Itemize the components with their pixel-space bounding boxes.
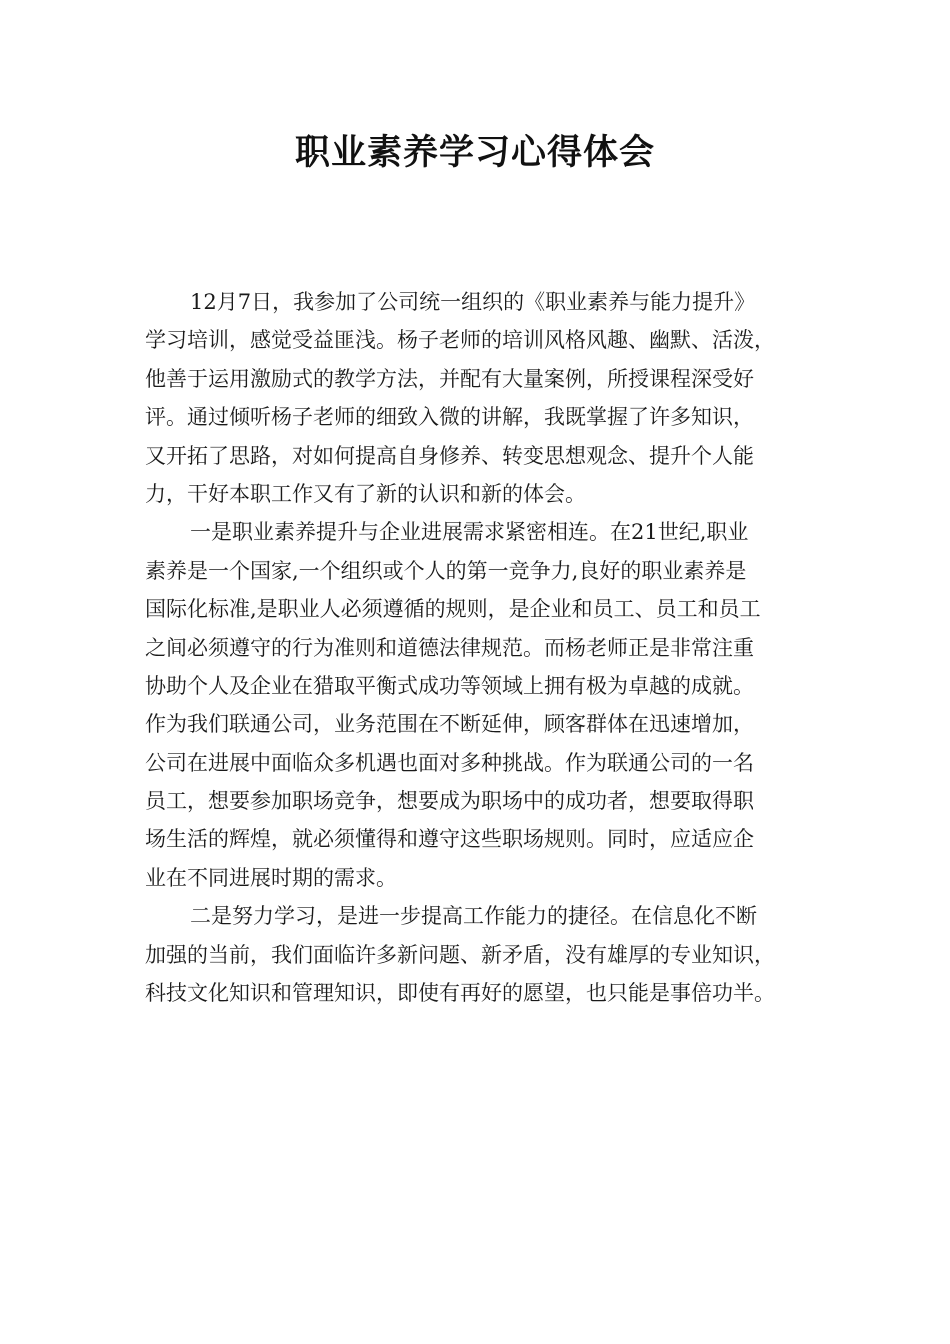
paragraph-2-line-8: 员工，想要参加职场竞争，想要成为职场中的成功者，想要取得职 <box>145 789 754 814</box>
paragraph-3-line-1: 二是努力学习，是进一步提高工作能力的捷径。在信息化不断 <box>190 904 757 929</box>
paragraph-2-line-2: 素养是一个国家,一个组织或个人的第一竞争力,良好的职业素养是 <box>145 558 747 583</box>
paragraph-2-line-6: 作为我们联通公司，业务范围在不断延伸，顾客群体在迅速增加， <box>145 712 754 737</box>
paragraph-1-line-4: 评。通过倾听杨子老师的细致入微的讲解，我既掌握了许多知识， <box>145 405 754 430</box>
paragraph-2-line-7: 公司在进展中面临众多机遇也面对多种挑战。作为联通公司的一名 <box>145 750 754 775</box>
paragraph-3-line-2: 加强的当前，我们面临许多新问题、新矛盾，没有雄厚的专业知识， <box>145 942 775 967</box>
paragraph-1-line-2: 学习培训，感觉受益匪浅。杨子老师的培训风格风趣、幽默、活泼， <box>145 328 775 353</box>
paragraph-1-line-6: 力，干好本职工作又有了新的认识和新的体会。 <box>145 481 586 506</box>
paragraph-1-line-1: 12月7日，我参加了公司统一组织的《职业素养与能力提升》 <box>190 290 756 314</box>
paragraph-2-line-4: 之间必须遵守的行为准则和道德法律规范。而杨老师正是非常注重 <box>145 635 754 660</box>
document-title: 职业素养学习心得体会 <box>294 133 655 173</box>
paragraph-1-line-5: 又开拓了思路，对如何提高自身修养、转变思想观念、提升个人能 <box>145 443 754 468</box>
paragraph-2-line-9: 场生活的辉煌，就必须懂得和遵守这些职场规则。同时，应适应企 <box>145 827 754 852</box>
paragraph-2-line-10: 业在不同进展时期的需求。 <box>145 865 397 890</box>
paragraph-2-line-3: 国际化标准,是职业人必须遵循的规则，是企业和员工、员工和员工 <box>145 597 761 622</box>
paragraph-2-line-5: 协助个人及企业在猎取平衡式成功等领域上拥有极为卓越的成就。 <box>145 673 754 698</box>
document-body <box>145 283 835 1012</box>
paragraph-2-line-1: 一是职业素养提升与企业进展需求紧密相连。在21世纪,职业 <box>190 520 749 545</box>
paragraph-3-line-3: 科技文化知识和管理知识，即使有再好的愿望，也只能是事倍功半。 <box>145 981 775 1006</box>
paragraph-1-line-3: 他善于运用激励式的教学方法，并配有大量案例，所授课程深受好 <box>145 366 754 391</box>
